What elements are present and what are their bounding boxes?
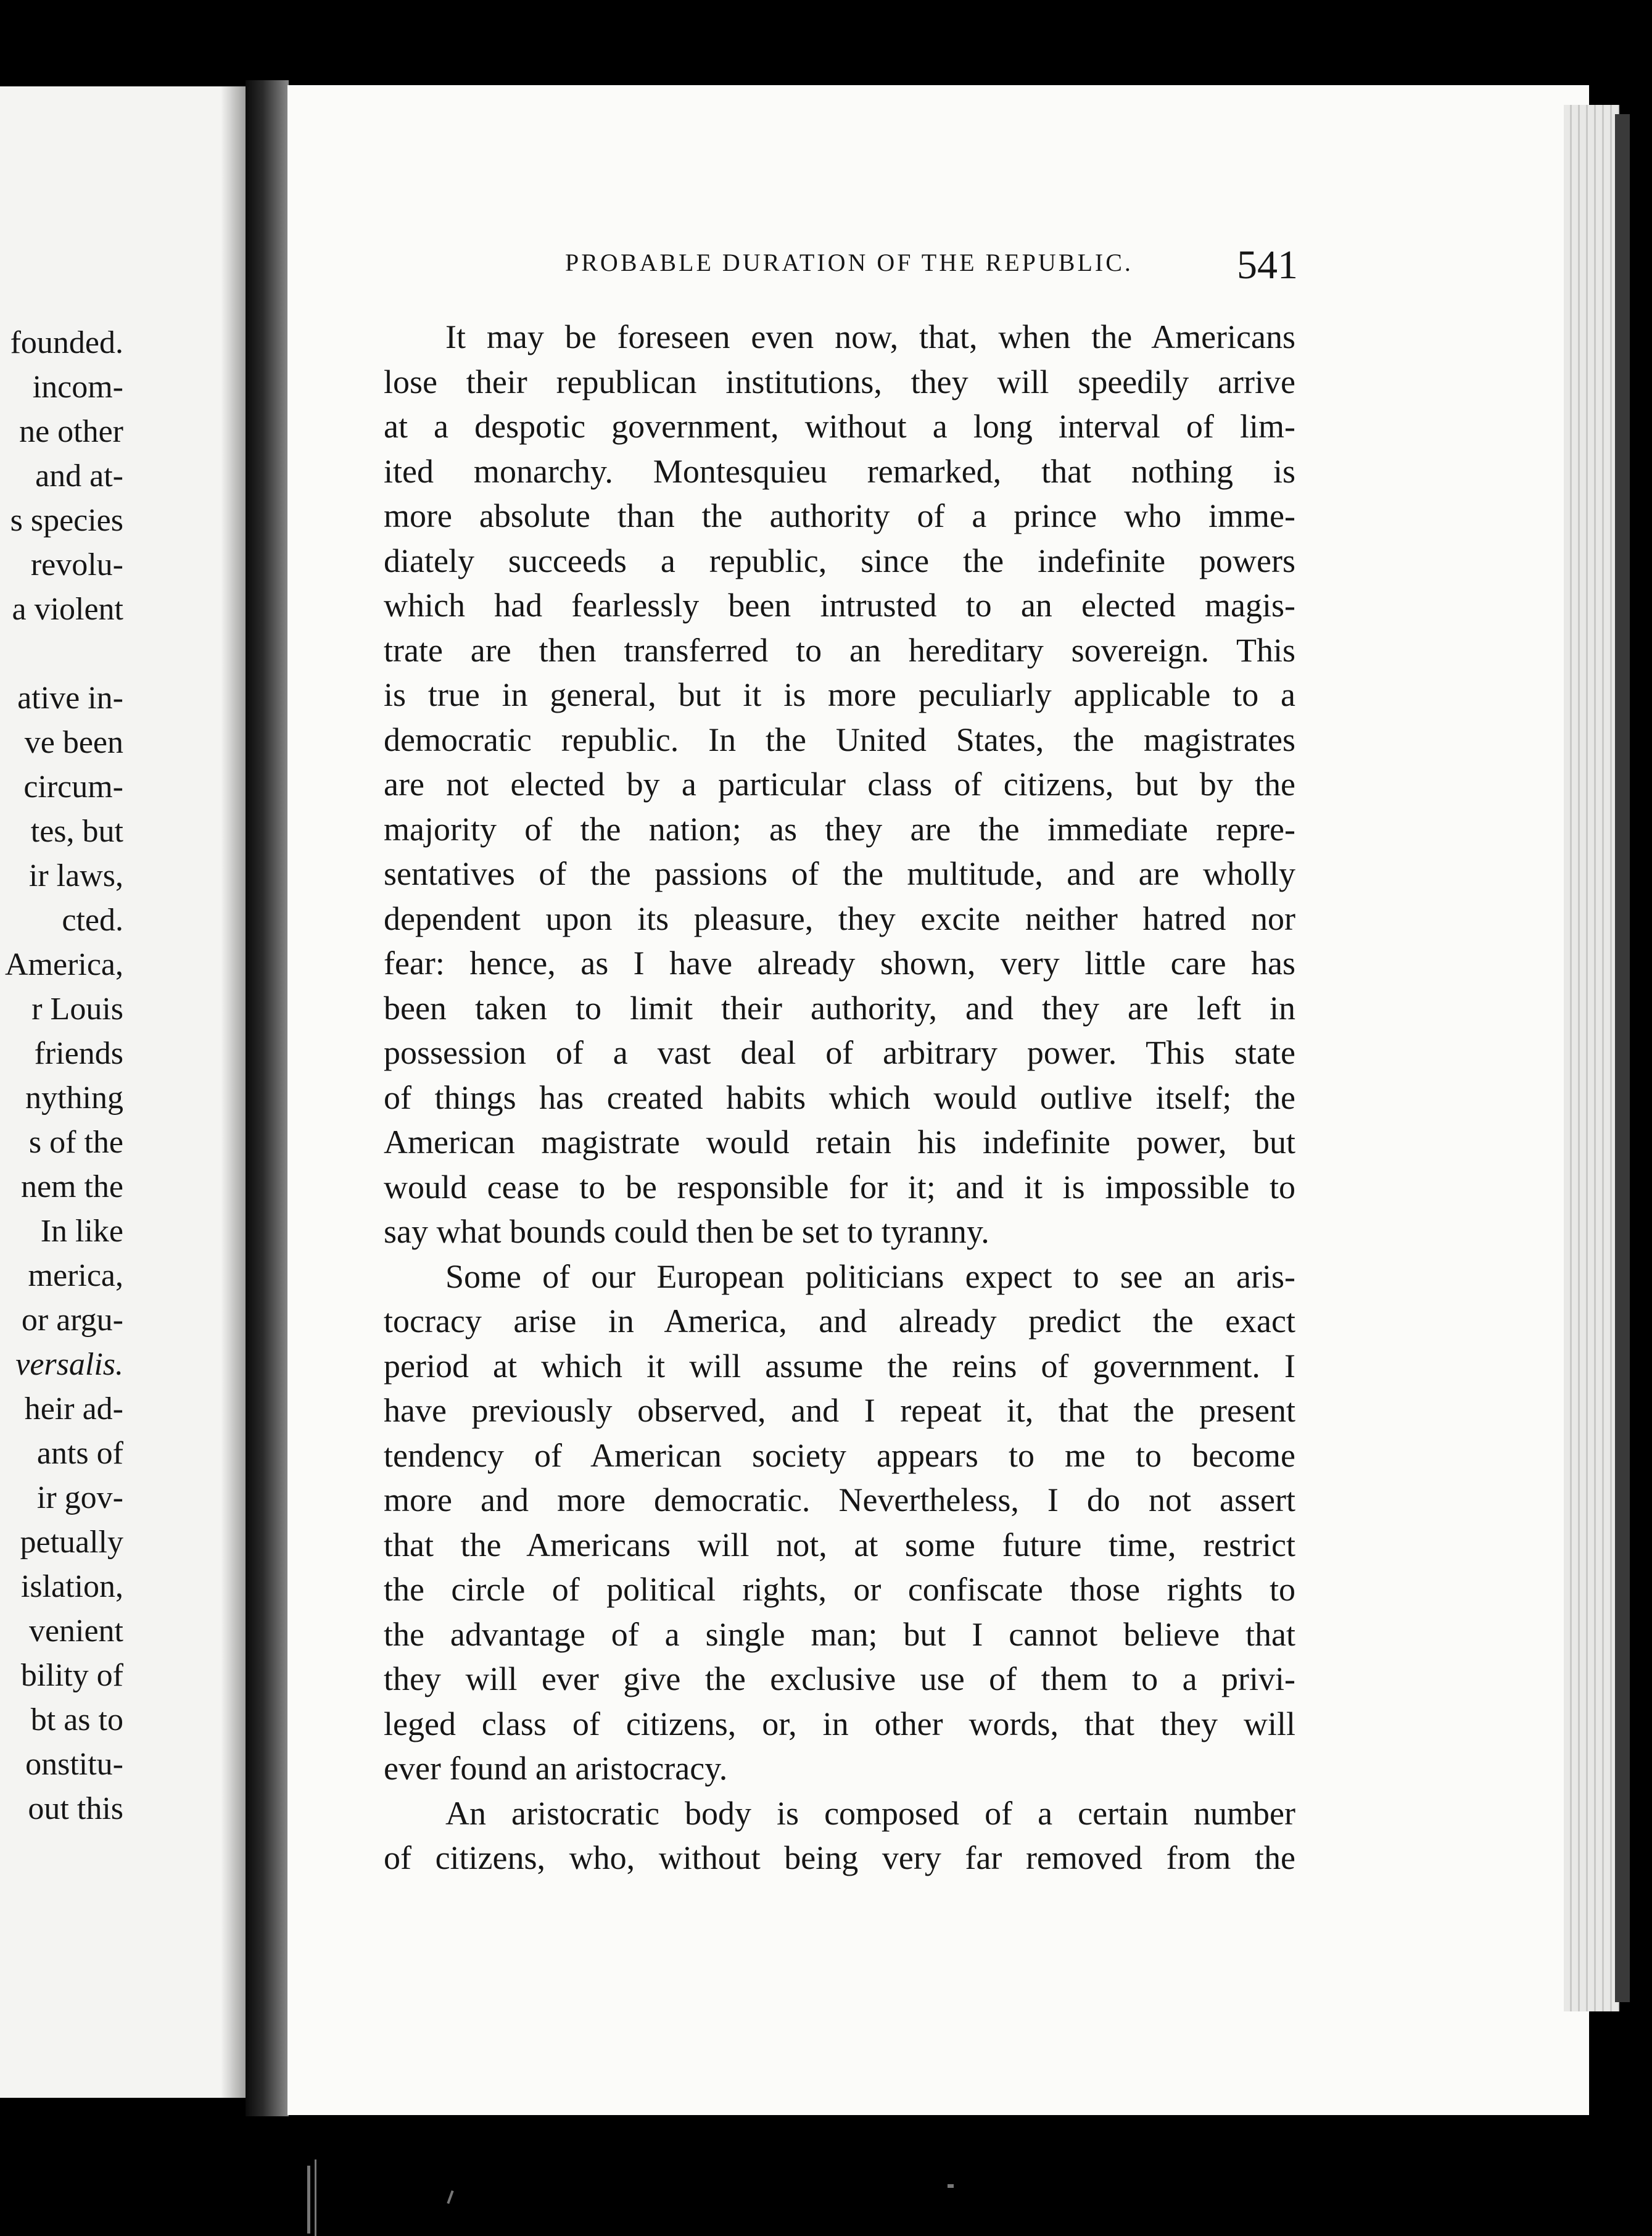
facing-page-line: cted. <box>62 903 123 938</box>
text-line: which had fearlessly been intrusted to an elected magis- <box>384 587 1295 624</box>
text-line: trate are then transferred to an hereditary sovereign. This <box>384 631 1295 669</box>
facing-page-line: s species <box>10 503 123 538</box>
text-line: dependent upon its pleasure, they excite neither hatred nor <box>384 900 1295 937</box>
text-line: are not elected by a particular class of citizens, but by the <box>384 766 1295 803</box>
text-line: more absolute than the authority of a prince who imme- <box>384 497 1295 534</box>
facing-page-line: s of the <box>28 1125 123 1160</box>
text-line: they will ever give the exclusive use of them to a privi- <box>384 1660 1295 1697</box>
text-line: leged class of citizens, or, in other words, that they will <box>384 1705 1295 1742</box>
facing-page-line: America, <box>4 947 123 982</box>
facing-page-line: ative in- <box>17 681 123 716</box>
text-line: Some of our European politicians expect to see an aris- <box>445 1257 1295 1295</box>
facing-page-line: ir gov- <box>36 1480 123 1515</box>
text-line: sentatives of the passions of the multitude, and are wholly <box>384 855 1295 892</box>
text-line: that the Americans will not, at some future time, restrict <box>384 1526 1295 1563</box>
text-line: diately succeeds a republic, since the indefinite powers <box>384 542 1295 579</box>
page-edge-shadow <box>221 86 246 2098</box>
book-cover-edge <box>1615 114 1630 2002</box>
text-line: at a despotic government, without a long interval of lim- <box>384 408 1295 445</box>
page-stack-edges <box>1564 105 1619 2011</box>
facing-page-line: versalis. <box>15 1347 123 1382</box>
text-line: tocracy arise in America, and already predict the exact <box>384 1302 1295 1340</box>
text-line: period at which it will assume the reins of government. I <box>384 1347 1295 1385</box>
facing-page-text <box>0 321 123 1831</box>
text-line: ever found an aristocracy. <box>384 1750 728 1787</box>
facing-page-line: ir laws, <box>28 858 123 893</box>
facing-page-line: ants of <box>36 1436 123 1471</box>
scan-artifacts <box>0 2135 1652 2236</box>
text-line: majority of the nation; as they are the immediate repre- <box>384 810 1295 848</box>
facing-page-line: merica, <box>28 1258 123 1293</box>
text-line: the advantage of a single man; but I cannot believe that <box>384 1615 1295 1653</box>
facing-page-line: revolu- <box>30 547 123 582</box>
facing-page-line: a violent <box>12 592 123 627</box>
text-line: It may be foreseen even now, that, when the Americans <box>445 318 1295 355</box>
facing-page-line: ve been <box>24 725 123 760</box>
facing-page-line: friends <box>34 1036 123 1071</box>
facing-page-line: nem the <box>20 1169 123 1204</box>
text-line: is true in general, but it is more peculiarly applicable to a <box>384 676 1295 713</box>
facing-page-line: petually <box>20 1525 123 1560</box>
facing-page-line: and at- <box>35 458 123 494</box>
text-line: ited monarchy. Montesquieu remarked, that nothing is <box>384 452 1295 490</box>
book-gutter <box>246 80 289 2116</box>
facing-page-line: islation, <box>20 1569 123 1604</box>
facing-page-line: venient <box>28 1613 123 1649</box>
text-line: have previously observed, and I repeat it, that the present <box>384 1392 1295 1429</box>
facing-page-line: or argu- <box>21 1302 123 1338</box>
facing-page-left <box>0 86 246 2098</box>
text-line: of things has created habits which would outlive itself; the <box>384 1079 1295 1116</box>
facing-page-line: circum- <box>23 769 123 805</box>
facing-page-line: heir ad- <box>24 1391 123 1426</box>
text-line: more and more democratic. Nevertheless, I do not assert <box>384 1481 1295 1518</box>
facing-page-line: out this <box>28 1791 123 1826</box>
page-number: 541 <box>1237 242 1298 288</box>
text-line: American magistrate would retain his indefinite power, but <box>384 1124 1295 1161</box>
text-line: of citizens, who, without being very far removed from the <box>384 1839 1295 1876</box>
text-line: the circle of political rights, or confiscate those rights to <box>384 1571 1295 1608</box>
facing-page-line: incom- <box>32 370 123 405</box>
text-line: say what bounds could then be set to tyranny. <box>384 1213 989 1250</box>
text-line: fear: hence, as I have already shown, very little care has <box>384 945 1295 982</box>
facing-page-line: ne other <box>19 414 123 449</box>
text-line: democratic republic. In the United States, the magistrates <box>384 721 1295 758</box>
facing-page-line: bt as to <box>30 1702 123 1737</box>
text-line: been taken to limit their authority, and they are left in <box>384 989 1295 1027</box>
running-head: PROBABLE DURATION OF THE REPUBLIC. <box>565 249 1133 276</box>
facing-page-line: In like <box>40 1214 123 1249</box>
facing-page-line: nything <box>25 1080 123 1116</box>
facing-page-line: onstitu- <box>25 1747 123 1782</box>
facing-page-line: bility of <box>20 1658 123 1693</box>
text-line: lose their republican institutions, they will speedily arrive <box>384 363 1295 400</box>
facing-page-line: r Louis <box>31 992 123 1027</box>
text-line: An aristocratic body is composed of a certain number <box>445 1794 1295 1832</box>
text-line: would cease to be responsible for it; and it is impossible to <box>384 1168 1295 1206</box>
text-line: possession of a vast deal of arbitrary power. This state <box>384 1034 1295 1071</box>
facing-page-line: founded. <box>10 325 123 360</box>
text-line: tendency of American society appears to me to become <box>384 1436 1295 1474</box>
facing-page-line: tes, but <box>30 814 123 849</box>
body-text <box>384 315 1295 1881</box>
